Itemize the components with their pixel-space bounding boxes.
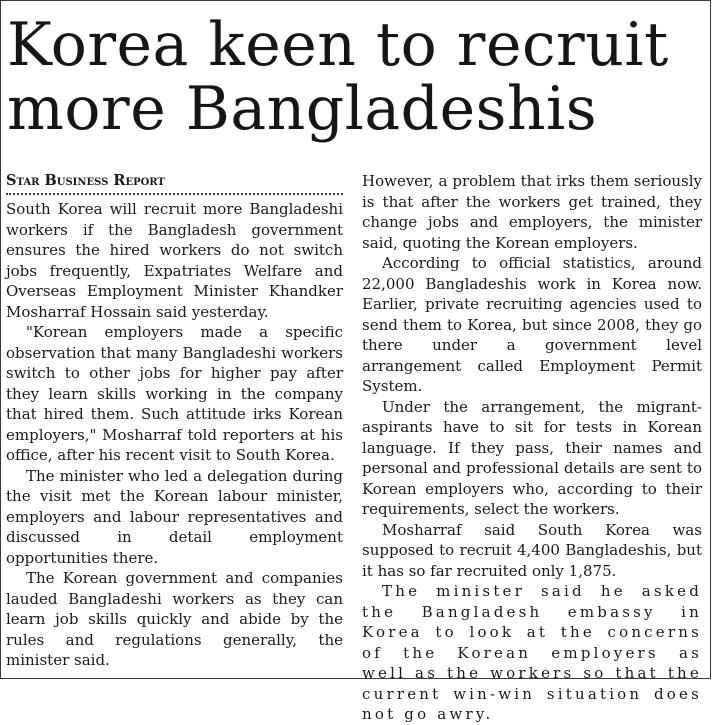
headline-line-1: Korea keen to recruit — [7, 10, 669, 80]
paragraph: Under the arrangement, the migrant-aspirants have to sit for tests in Korean language. If they pass, their names and personal and professional details are sent to Korean employers who, according to their requirements, select the workers. — [362, 397, 702, 518]
left-column — [6, 171, 343, 671]
byline-dotted-rule — [6, 193, 343, 195]
right-column — [362, 171, 702, 725]
headline-line-2: more Bangladeshis — [7, 74, 597, 144]
headline — [7, 10, 669, 144]
paragraph: "Korean employers made a specific observation that many Bangladeshi workers switch to other jobs for higher pay after they learn skills working in the company that hired them. Such attitude irks Korean employers," Mosharraf told reporters at his office, after his recent visit to South Korea. — [6, 323, 343, 464]
paragraph: South Korea will recruit more Bangladeshi workers if the Bangladesh government ensures the hired workers do not switch jobs frequently, Expatriates Welfare and Overseas Employment Minister Khandker Mosharraf Hossain said yesterday. — [6, 200, 343, 321]
paragraph: The minister who led a delegation during the visit met the Korean labour minister, employers and labour representatives and discussed in detail employment opportunities there. — [6, 466, 343, 567]
paragraph: According to official statistics, around 22,000 Bangladeshis work in Korea now. Earlier, private recruiting agencies used to send them to Korea, but since 2008, they go there under a government level arrangement called Employment Permit System. — [362, 254, 702, 395]
paragraph: However, a problem that irks them seriously is that after the workers get trained, they change jobs and employers, the minister said, quoting the Korean employers. — [362, 172, 702, 252]
paragraph: Mosharraf said South Korea was supposed to recruit 4,400 Bangladeshis, but it has so far recruited only 1,875. — [362, 520, 702, 580]
byline: Star Business Report — [6, 172, 165, 189]
paragraph: The Korean government and companies lauded Bangladeshi workers as they can learn job skills quickly and abide by the rules and regulations generally, the minister said. — [6, 569, 343, 669]
paragraph: The minister said he asked the Bangladesh embassy in Korea to look at the concerns of the Korean employers as well as the workers so that the current win-win situation does not go awry. — [362, 582, 702, 723]
